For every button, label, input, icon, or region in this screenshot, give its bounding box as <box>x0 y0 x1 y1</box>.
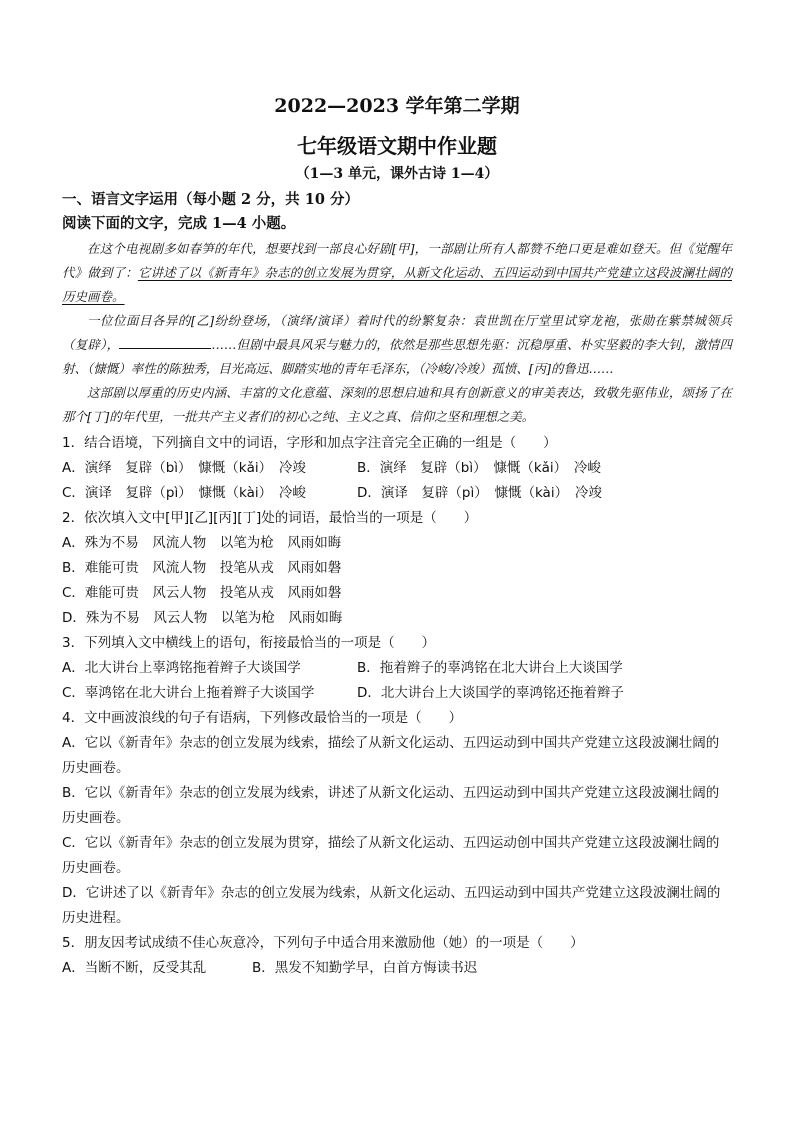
section-heading: 一、语言文字运用（每小题 2 分，共 10 分） <box>62 191 359 208</box>
answer-option[interactable]: D．演译 复辟（pì） 慷慨（kài） 冷竣 <box>357 485 602 501</box>
reading-passage <box>62 237 732 429</box>
question-block <box>62 506 732 631</box>
passage-paragraph-2 <box>62 309 732 381</box>
question-stem: 3．下列填入文中横线上的语句，衔接最恰当的一项是（ ） <box>62 635 436 651</box>
answer-option[interactable]: B．拖着辫子的辜鸿铭在北大讲台上大谈国学 <box>357 660 623 676</box>
passage-text: 在这个电视剧多如春笋的年代，想要找到一部良心好剧[甲]，一部剧让所有人都赞不绝口更是难如登天。但《觉醒年代》做到了： <box>62 241 732 280</box>
answer-option[interactable]: A．当断不断，反受其乱 <box>62 960 207 976</box>
answer-option[interactable]: B．它以《新青年》杂志的创立发展为线索，讲述了从新文化运动、五四运动到中国共产党建立这段波澜壮阔的历史画卷。 <box>62 785 720 826</box>
question-stem: 1．结合语境，下列摘自文中的词语，字形和加点字注音完全正确的一组是（ ） <box>62 435 557 451</box>
question-block <box>62 706 732 931</box>
exam-page <box>62 92 732 981</box>
passage-paragraph-1 <box>62 237 732 309</box>
answer-option[interactable]: C．演译 复辟（pì） 慷慨（kài） 冷峻 <box>62 485 306 501</box>
question-block <box>62 631 732 706</box>
school-year-heading: 2022—2023 学年第二学期 <box>274 95 520 117</box>
option-row <box>62 656 732 681</box>
option-row <box>62 481 732 506</box>
answer-option[interactable]: C．它以《新青年》杂志的创立发展为贯穿，描绘了从新文化运动、五四运动创中国共产党建立这段波澜壮阔的历史画卷。 <box>62 835 720 876</box>
question-list <box>62 431 732 981</box>
question-stem: 5．朋友因考试成绩不佳心灰意冷，下列句子中适合用来激励他（她）的一项是（ ） <box>62 935 584 951</box>
question-block <box>62 931 732 981</box>
exam-title: 七年级语文期中作业题 <box>297 134 497 158</box>
passage-text: ……但剧中最具风采与魅力的，依然是那些思想先驱：沉稳厚重、朴实坚毅的李大钊，激情四射、（慷慨）率性的陈独秀，目光高远、脚踏实地的青年毛泽东，（冷峻/冷竣）孤愤、[丙]的鲁迅…… <box>62 337 732 376</box>
passage-text: 一位位面目各异的[乙]纷纷登场，（演绎/演译）着时代的纷繁复杂：袁世凯在厅堂里试穿龙袍，张勋在紫禁城领兵（复辟）， <box>62 313 732 352</box>
question-stem: 2．依次填入文中[甲][乙][丙][丁]处的词语，最恰当的一项是（ ） <box>62 510 478 526</box>
answer-option[interactable]: A．殊为不易 风流人物 以笔为枪 风雨如晦 <box>62 535 342 551</box>
option-row <box>62 956 732 981</box>
answer-option[interactable]: C．辜鸿铭在北大讲台上拖着辫子大谈国学 <box>62 685 315 701</box>
question-stem: 4．文中画波浪线的句子有语病，下列修改最恰当的一项是（ ） <box>62 710 463 726</box>
answer-option[interactable]: B．难能可贵 风流人物 投笔从戎 风雨如磐 <box>62 560 342 576</box>
option-row <box>62 681 732 706</box>
wavy-underlined-sentence: 它讲述了以《新青年》杂志的创立发展为贯穿，从新文化运动、五四运动到中国共产党建立这段波澜壮阔的历史画卷。 <box>62 265 732 304</box>
fill-blank-line <box>119 334 211 349</box>
answer-option[interactable]: D．它讲述了以《新青年》杂志的创立发展为线索，从新文化运动、五四运动到中国共产党建立这段波澜壮阔的历史进程。 <box>62 885 721 926</box>
answer-option[interactable]: D．北大讲台上大谈国学的辜鸿铭还拖着辫子 <box>357 685 624 701</box>
answer-option[interactable]: A．北大讲台上辜鸿铭拖着辫子大谈国学 <box>62 660 301 676</box>
answer-option[interactable]: B．黑发不知勤学早，白首方悔读书迟 <box>252 960 478 976</box>
answer-option[interactable]: D．殊为不易 风云人物 以笔为枪 风雨如晦 <box>62 610 343 626</box>
option-row <box>62 456 732 481</box>
passage-paragraph-3: 这部剧以厚重的历史内涵、丰富的文化意蕴、深刻的思想启迪和具有创新意义的审美表达，致敬先驱伟业，颂扬了在那个[丁]的年代里，一批共产主义者们的初心之纯、主义之真、信仰之坚和理想之美。 <box>62 385 732 424</box>
answer-option[interactable]: C．难能可贵 风云人物 投笔从戎 风雨如磐 <box>62 585 342 601</box>
question-block <box>62 431 732 506</box>
answer-option[interactable]: B．演绎 复辟（bì） 慷慨（kǎi） 冷峻 <box>357 460 601 476</box>
reading-instruction: 阅读下面的文字，完成 1—4 小题。 <box>62 215 296 232</box>
answer-option[interactable]: A．演绎 复辟（bì） 慷慨（kǎi） 冷竣 <box>62 460 306 476</box>
answer-option[interactable]: A．它以《新青年》杂志的创立发展为线索，描绘了从新文化运动、五四运动到中国共产党建立这段波澜壮阔的历史画卷。 <box>62 735 720 776</box>
exam-scope: （1—3 单元，课外古诗 1—4） <box>295 166 499 182</box>
